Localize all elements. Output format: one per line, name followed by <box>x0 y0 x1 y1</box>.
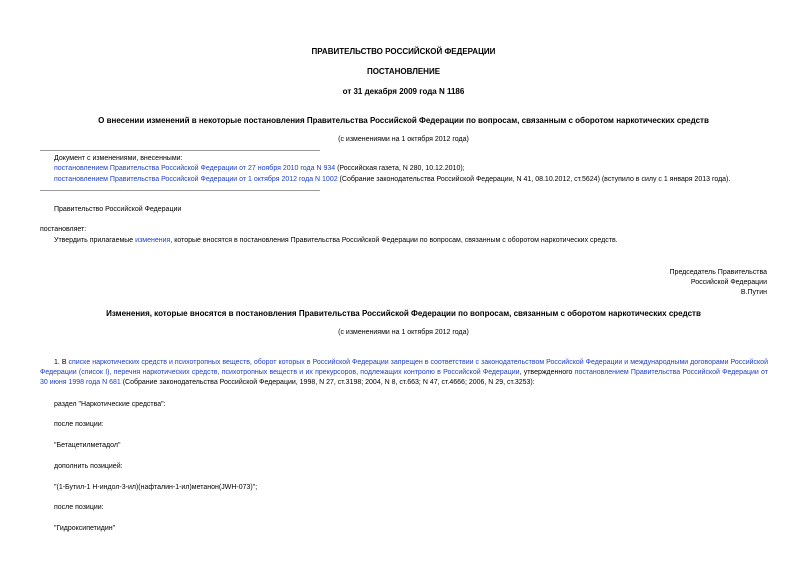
position-item: "Гидроксипетидин" <box>54 525 116 532</box>
signature-position: Председатель Правительства <box>669 269 767 276</box>
signature-name: В.Путин <box>740 289 767 296</box>
amendment-link[interactable]: постановлением Правительства Российской Федерации от 27 ноября 2010 года N 934 <box>54 165 336 172</box>
changes-title: Изменения, которые вносятся в постановления Правительства Российской Федерации по вопросам, связанным с оборотом наркотических средств <box>106 309 701 318</box>
document-type: ПОСТАНОВЛЕНИЕ <box>366 67 441 76</box>
changes-paragraph-1 <box>40 358 768 388</box>
amendment-item <box>54 165 465 172</box>
after-position-line: после позиции: <box>54 504 104 511</box>
government-heading: ПРАВИТЕЛЬСТВО РОССИЙСКОЙ ФЕДЕРАЦИИ <box>311 47 496 56</box>
approve-prefix: Утвердить прилагаемые <box>54 237 136 244</box>
amendments-intro: Документ с изменениями, внесенными: <box>54 155 183 162</box>
divider-bottom <box>40 190 320 191</box>
amendment-item <box>54 176 730 183</box>
changes-link[interactable]: изменения <box>135 237 171 244</box>
list-i-link[interactable]: списке наркотических средств и психотропных веществ, оборот которых в Российской Федерации запрещен в соответствии с законодательством Российской Федерации и международными договорами Российской Федерации (список I), перечня наркотических средств, психотропных веществ и их прекурсоров, подлежащих контролю в Российской Федерации <box>40 359 768 376</box>
paragraph-connector: , утвержденного <box>519 369 575 376</box>
decree-681-link[interactable]: постановлением Правительства Российской Федерации от 30 июня 1998 года N 681 <box>40 369 768 386</box>
add-position-line: дополнить позицией: <box>54 463 123 470</box>
decides-line: постановляет: <box>40 226 87 233</box>
amendment-source: (Собрание законодательства Российской Федерации, N 41, 08.10.2012, ст.5624) (вступило в силу с 1 января 2013 года). <box>337 176 731 183</box>
paragraph-number: 1. В <box>54 359 69 366</box>
after-position-line: после позиции: <box>54 421 104 428</box>
document-date-number: от 31 декабря 2009 года N 1186 <box>342 87 465 96</box>
government-line: Правительство Российской Федерации <box>54 206 182 213</box>
amendment-source: (Российская газета, N 280, 10.12.2010); <box>335 165 465 172</box>
divider-top <box>40 150 320 151</box>
amendment-link[interactable]: постановлением Правительства Российской Федерации от 1 октября 2012 года N 1002 <box>54 176 338 183</box>
changes-revision-note: (с изменениями на 1 октября 2012 года) <box>338 329 469 336</box>
position-item: "(1-Бутил-1 Н-индол-3-ил)(нафталин-1-ил)метанон(JWH-073)"; <box>54 484 258 491</box>
approve-paragraph <box>54 237 618 244</box>
section-line: раздел "Наркотические средства": <box>54 401 166 408</box>
signature-country: Российской Федерации <box>690 279 767 286</box>
position-item: "Бетацетилметадол" <box>54 442 121 449</box>
document-title: О внесении изменений в некоторые постановления Правительства Российской Федерации по вопросам, связанным с оборотом наркотических средств <box>98 116 709 125</box>
revision-note: (с изменениями на 1 октября 2012 года) <box>338 136 469 143</box>
paragraph-source: (Собрание законодательства Российской Федерации, 1998, N 27, ст.3198; 2004, N 8, ст.663; N 47, ст.4666; 2006, N 29, ст.3253): <box>120 379 535 386</box>
approve-suffix: , которые вносятся в постановления Правительства Российской Федерации по вопросам, связанным с оборотом наркотических средств. <box>170 237 618 244</box>
